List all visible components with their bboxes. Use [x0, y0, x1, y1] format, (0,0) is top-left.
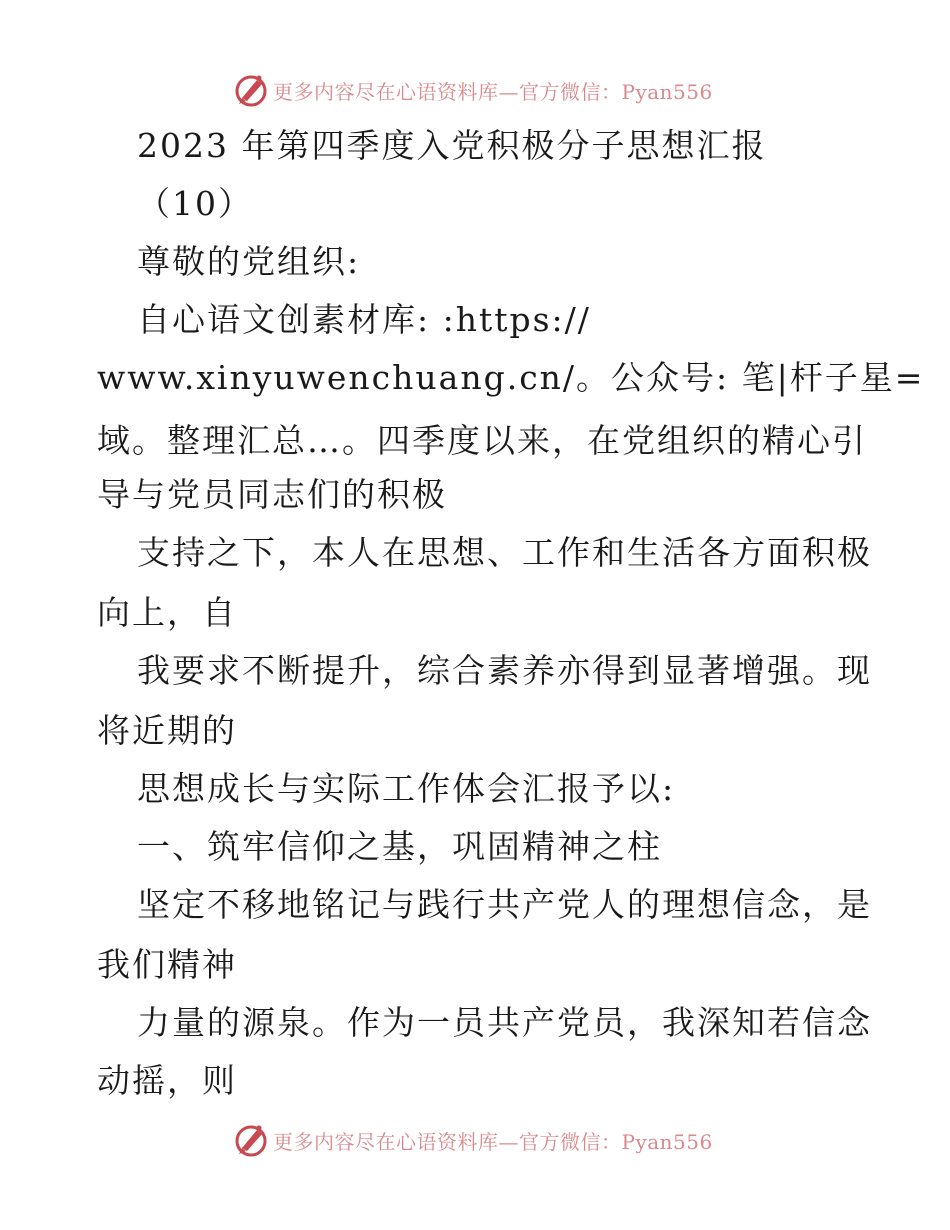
salutation: 尊敬的党组织:: [137, 242, 361, 281]
text-line: 域。整理汇总…。四季度以来，在党组织的精心引: [97, 421, 867, 460]
watermark-text: 更多内容尽在心语资料库—官方微信：Pyan556: [273, 1129, 713, 1154]
text-line: 动摇，则: [97, 1061, 237, 1100]
watermark-text: 更多内容尽在心语资料库—官方微信：Pyan556: [273, 79, 713, 104]
text-line: 支持之下，本人在思想、工作和生活各方面积极: [137, 533, 872, 572]
logo-pen-icon: [233, 1122, 269, 1158]
footer-watermark-banner: [0, 1120, 950, 1160]
section-heading: 一、筑牢信仰之基，巩固精神之柱: [137, 827, 662, 866]
text-line: 向上，自: [97, 593, 237, 632]
text-line: 坚定不移地铭记与践行共产党人的理想信念，是: [137, 885, 872, 924]
document-title: 2023 年第四季度入党积极分子思想汇报: [137, 126, 767, 165]
document-subtitle: （10）: [137, 184, 253, 223]
text-line: www.xinyuwenchuang.cn/。公众号: 笔|杆子星=: [97, 358, 925, 397]
text-line: 思想成长与实际工作体会汇报予以:: [137, 769, 676, 808]
text-line: 我要求不断提升，综合素养亦得到显著增强。现: [137, 651, 872, 690]
text-line: 我们精神: [97, 945, 237, 984]
text-line: 力量的源泉。作为一员共产党员，我深知若信念: [137, 1003, 872, 1042]
text-line: 导与党员同志们的积极: [97, 475, 447, 514]
text-line: 自心语文创素材库: :https://: [137, 300, 591, 339]
text-line: 将近期的: [97, 711, 237, 750]
